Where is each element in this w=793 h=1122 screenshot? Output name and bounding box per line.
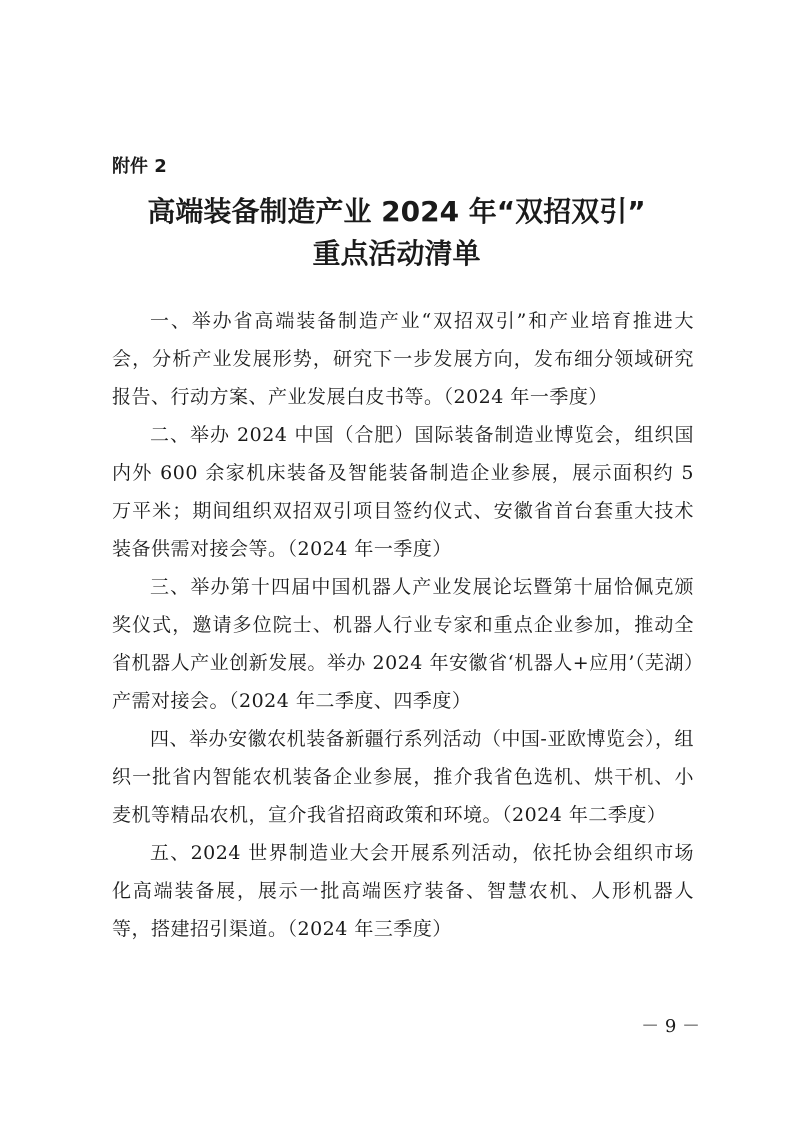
activity-item-4: 四、举办安徽农机装备新疆行系列活动（中国-亚欧博览会），组织一批省内智能农机装备企业参展，推介我省色选机、烘干机、小麦机等精品农机，宣介我省招商政策和环境。（2024 年二季度） (112, 728, 694, 826)
document-title-line-2: 重点活动清单 (312, 237, 481, 270)
attachment-label: 附件 2 (112, 156, 167, 177)
document-body (112, 302, 694, 948)
activity-item-3: 三、举办第十四届中国机器人产业发展论坛暨第十届恰佩克颁奖仪式，邀请多位院士、机器人行业专家和重点企业参加，推动全省机器人产业创新发展。举办 2024 年安徽省‘机器人+应用’（芜湖）产需对接会。（2024 年二季度、四季度） (112, 576, 694, 712)
activity-item-1: 一、举办省高端装备制造产业“双招双引”和产业培育推进大会，分析产业发展形势，研究下一步发展方向，发布细分领域研究报告、行动方案、产业发展白皮书等。（2024 年一季度） (112, 310, 694, 408)
activity-item-2: 二、举办 2024 中国（合肥）国际装备制造业博览会，组织国内外 600 余家机床装备及智能装备制造企业参展，展示面积约 5 万平米；期间组织双招双引项目签约仪式、安徽省首台套重大技术装备供需对接会等。（2024 年一季度） (112, 424, 694, 560)
document-title-line-1: 高端装备制造产业 2024 年“双招双引” (147, 195, 646, 228)
activity-item-5: 五、2024 世界制造业大会开展系列活动，依托协会组织市场化高端装备展，展示一批高端医疗装备、智慧农机、人形机器人等，搭建招引渠道。（2024 年三季度） (112, 842, 694, 940)
page-number: － 9 － (641, 1016, 700, 1037)
